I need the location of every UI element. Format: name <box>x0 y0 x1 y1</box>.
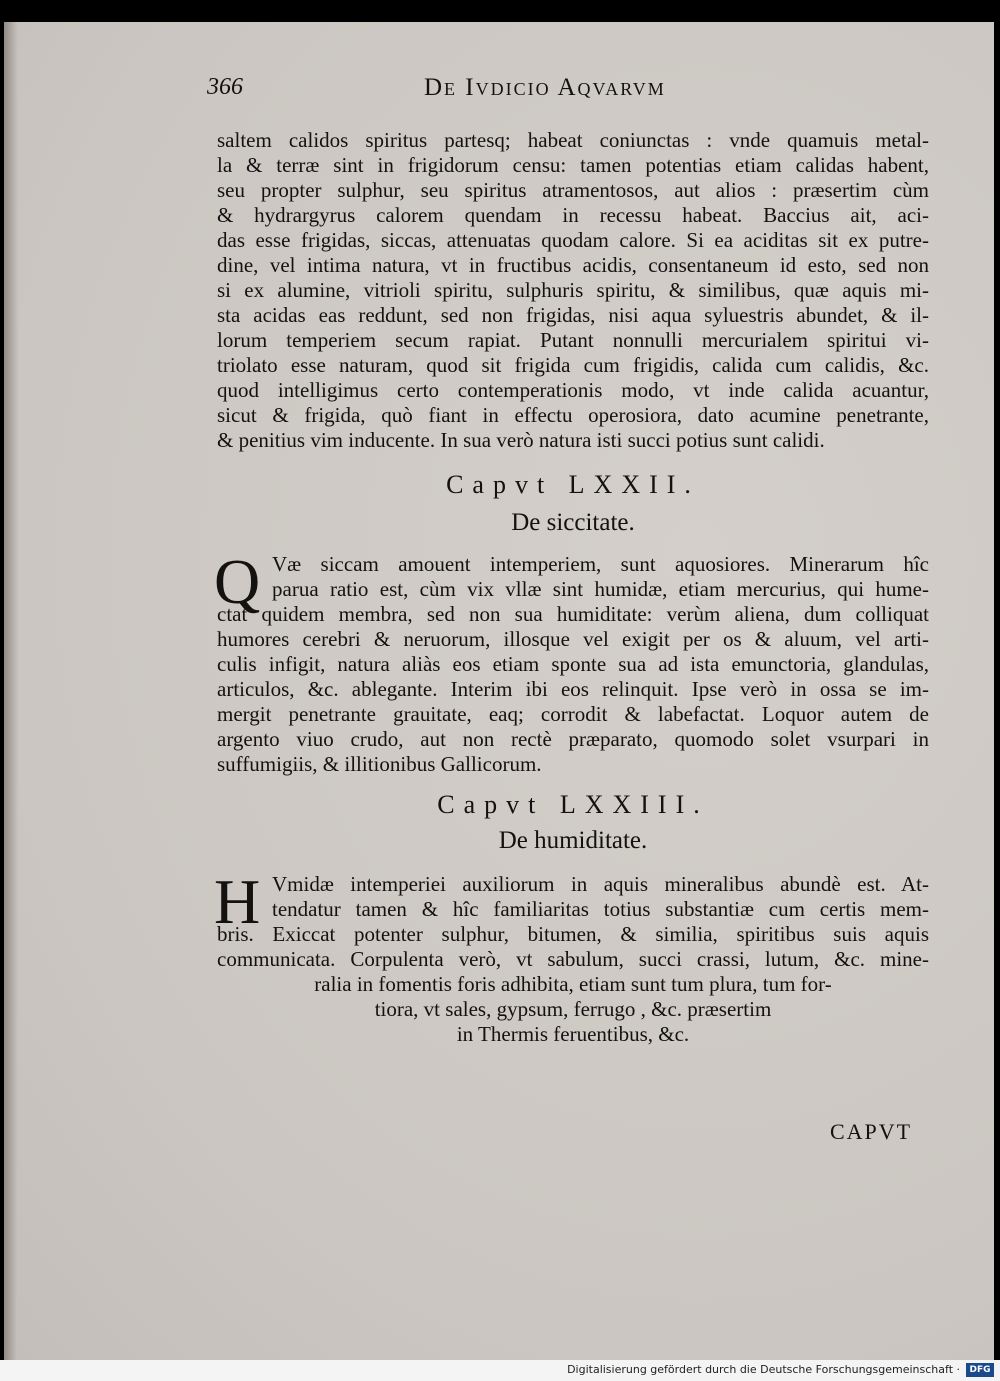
text-line: ctat quidem membra, sed non sua humiditate: verùm aliena, dum colliquat <box>217 602 929 626</box>
text-line: articulos, &c. ablegante. Interim ibi eos relinquit. Ipse verò in ossa se im- <box>217 677 929 701</box>
drop-cap: H <box>214 866 261 937</box>
text-line: argento viuo crudo, aut non rectè præparato, quomodo solet vsurpari in <box>217 727 929 751</box>
chapter-title: Capvt LXXIII. <box>437 790 709 819</box>
catchword: CAPVT <box>830 1119 913 1144</box>
text-line: sicut & frigida, quò fiant in effectu operosiora, dato acumine penetrante, <box>217 403 929 427</box>
chapter-subtitle: De siccitate. <box>511 509 635 536</box>
footer-bar <box>0 1360 1000 1381</box>
text-line: tendatur tamen & hîc familiaritas totius substantiæ cum certis mem- <box>272 897 929 921</box>
text-line: communicata. Corpulenta verò, vt sabulum, succi crassi, lutum, &c. mine- <box>217 947 929 971</box>
text-line: Vmidæ intemperiei auxiliorum in aquis mineralibus abundè est. At- <box>272 872 929 896</box>
text-line: mergit penetrante grauitate, eaq; corrodit & labefactat. Loquor autem de <box>217 702 929 726</box>
text-line: la & terræ sint in frigidorum censu: tamen potentias etiam calidas habent, <box>217 153 929 177</box>
book-page <box>4 22 994 1360</box>
page-number: 366 <box>207 74 243 100</box>
text-line: saltem calidos spiritus partesq; habeat coniunctas : vnde quamuis metal- <box>217 128 929 152</box>
text-line: parua ratio est, cùm vix vllæ sint humidæ, etiam mercurius, qui hume- <box>272 577 929 601</box>
text-line: triolato esse naturam, quod sit frigida cum frigidis, calida cum calidis, &c. <box>217 353 929 377</box>
text-line: humores cerebri & neruorum, illosque vel exigit per os & aluum, vel arti- <box>217 627 929 651</box>
chapter-subtitle: De humiditate. <box>498 827 648 854</box>
text-line: bris. Exiccat potenter sulphur, bitumen, & similia, spiritibus suis aquis <box>217 922 929 946</box>
text-line: in Thermis feruentibus, &c. <box>456 1022 690 1046</box>
text-line: culis infigit, natura aliàs eos etiam sponte sua ad ista emunctoria, glandulas, <box>217 652 929 676</box>
text-line: suffumigiis, & illitionibus Gallicorum. <box>217 752 542 776</box>
running-title: De Ivdicio Aqvarvm <box>424 74 666 101</box>
dfg-logo-icon: DFG <box>966 1363 994 1377</box>
text-line: Væ siccam amouent intemperiem, sunt aquosiores. Minerarum hîc <box>272 552 929 576</box>
text-line: lorum temperiem secum rapiat. Putant nonnulli mercurialem spiritui vi- <box>217 328 929 352</box>
text-line: seu propter sulphur, seu spiritus atramentosos, aut alios : præsertim cùm <box>217 178 929 202</box>
drop-cap: Q <box>214 546 261 617</box>
text-line: das esse frigidas, siccas, attenuatas quodam calore. Si ea aciditas sit ex putre- <box>217 228 929 252</box>
text-line: tiora, vt sales, gypsum, ferrugo , &c. præsertim <box>374 997 772 1021</box>
text-line: quod intelligimus certo contemperationis modo, vt inde calida acuantur, <box>217 378 929 402</box>
text-line: & hydrargyrus calorem quendam in recessu habeat. Baccius ait, aci- <box>217 203 929 227</box>
funding-notice: Digitalisierung gefördert durch die Deutsche Forschungsgemeinschaft · <box>567 1363 960 1376</box>
page-header <box>4 74 994 108</box>
text-line: sta acidas eas reddunt, sed non frigidas, nisi aqua syluestris abundet, & il- <box>217 303 929 327</box>
text-line: & penitius vim inducente. In sua verò natura isti succi potius sunt calidi. <box>217 428 825 452</box>
text-line: ralia in fomentis foris adhibita, etiam sunt tum plura, tum for- <box>314 972 832 996</box>
chapter-title: Capvt LXXII. <box>446 470 700 499</box>
text-line: dine, vel intima natura, vt in fructibus acidis, consentaneum id esto, sed non <box>217 253 929 277</box>
text-line: si ex alumine, vitrioli spiritu, sulphuris spiritu, & similibus, quæ aquis mi- <box>217 278 929 302</box>
